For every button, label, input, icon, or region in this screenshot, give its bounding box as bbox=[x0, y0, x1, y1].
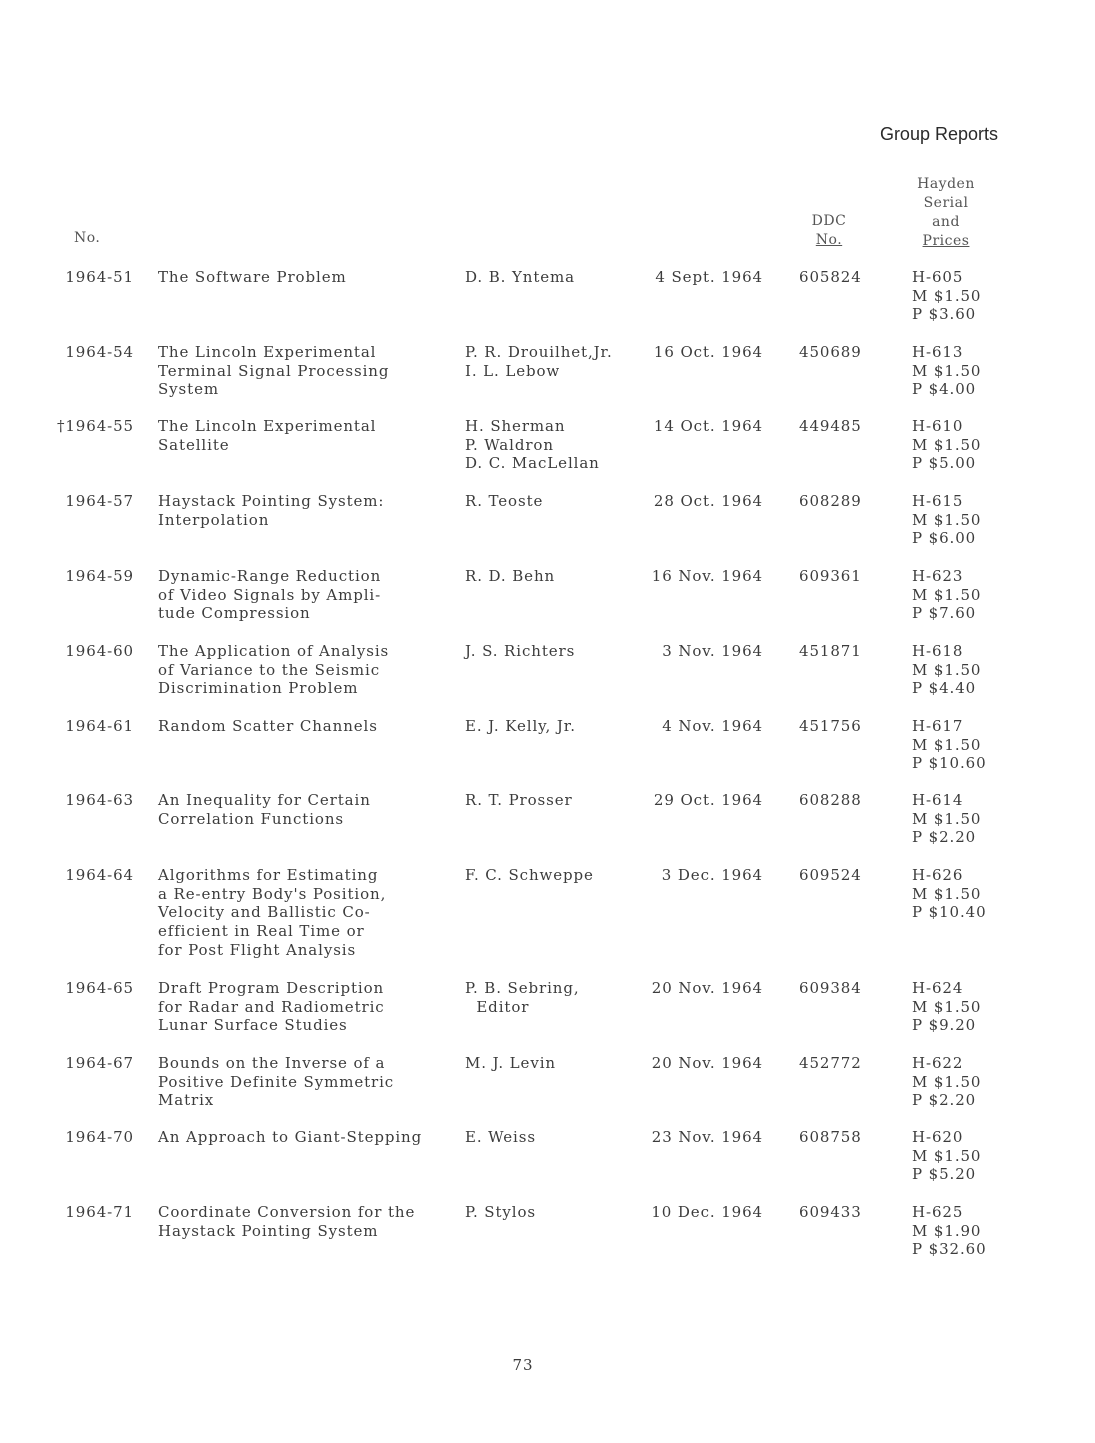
report-date: 20 Nov. 1964 bbox=[651, 1054, 763, 1072]
hayden-serial-prices bbox=[912, 1128, 1012, 1184]
hayden-serial-prices-line: M $1.50 bbox=[912, 361, 982, 380]
report-author-line: E. J. Kelly, Jr. bbox=[465, 717, 576, 735]
page-number: 73 bbox=[512, 1356, 534, 1374]
report-title bbox=[158, 979, 458, 1035]
report-date: 4 Sept. 1964 bbox=[655, 268, 763, 286]
ddc-number: 608289 bbox=[799, 492, 862, 510]
hayden-serial-prices-line: M $1.50 bbox=[912, 735, 982, 754]
report-title-line: a Re-entry Body's Position, bbox=[158, 884, 387, 903]
hayden-serial-prices-line: H-622 bbox=[912, 1054, 964, 1072]
hayden-serial-prices-line: P $10.40 bbox=[912, 903, 987, 922]
report-title bbox=[158, 866, 458, 960]
hayden-serial-prices-line: H-624 bbox=[912, 979, 964, 997]
report-author-line: E. Weiss bbox=[465, 1128, 536, 1146]
report-title bbox=[158, 268, 458, 287]
ddc-number: 609433 bbox=[799, 1203, 862, 1221]
report-number: 1964-71 bbox=[65, 1203, 134, 1221]
report-author bbox=[465, 866, 645, 885]
report-title-line: Bounds on the Inverse of a bbox=[158, 1054, 386, 1072]
hayden-serial-prices bbox=[912, 268, 1012, 324]
report-title-line: for Post Flight Analysis bbox=[158, 940, 357, 959]
report-number: 1964-61 bbox=[65, 717, 134, 735]
report-author-line: R. T. Prosser bbox=[465, 791, 573, 809]
report-author-line: R. Teoste bbox=[465, 492, 544, 510]
hayden-serial-prices-line: P $5.20 bbox=[912, 1165, 977, 1184]
ddc-number: 605824 bbox=[799, 268, 862, 286]
report-number: 1964-51 bbox=[65, 268, 134, 286]
report-number: 1964-65 bbox=[65, 979, 134, 997]
header-ddc bbox=[805, 212, 853, 250]
report-title-line: Draft Program Description bbox=[158, 979, 385, 997]
report-author bbox=[465, 1128, 645, 1147]
header-ddc-line: DDC bbox=[811, 213, 847, 229]
report-title bbox=[158, 1128, 458, 1147]
report-author-line: F. C. Schweppe bbox=[465, 866, 594, 884]
report-author-line: D. B. Yntema bbox=[465, 268, 576, 286]
report-title bbox=[158, 717, 458, 736]
ddc-number: 451756 bbox=[799, 717, 862, 735]
hayden-serial-prices-line: P $7.60 bbox=[912, 604, 977, 623]
report-author-line: P. Waldron bbox=[465, 435, 554, 454]
report-date: 28 Oct. 1964 bbox=[653, 492, 763, 510]
hayden-serial-prices-line: M $1.50 bbox=[912, 510, 982, 529]
report-author bbox=[465, 1203, 645, 1222]
section-title: Group Reports bbox=[879, 124, 998, 144]
report-date: 16 Oct. 1964 bbox=[653, 343, 763, 361]
report-title-line: for Radar and Radiometric bbox=[158, 997, 385, 1016]
report-date: 3 Nov. 1964 bbox=[662, 642, 763, 660]
report-author-line: P. R. Drouilhet,Jr. bbox=[465, 343, 613, 361]
report-date: 14 Oct. 1964 bbox=[653, 417, 763, 435]
hayden-serial-prices-line: H-613 bbox=[912, 343, 964, 361]
hayden-serial-prices-line: H-626 bbox=[912, 866, 964, 884]
report-title-line: Haystack Pointing System bbox=[158, 1221, 379, 1240]
report-title-line: efficient in Real Time or bbox=[158, 922, 365, 941]
report-title bbox=[158, 343, 458, 399]
report-title-line: Satellite bbox=[158, 435, 230, 454]
hayden-serial-prices-line: M $1.50 bbox=[912, 585, 982, 604]
hayden-serial-prices bbox=[912, 866, 1012, 922]
ddc-number: 452772 bbox=[799, 1054, 862, 1072]
hayden-serial-prices-line: P $3.60 bbox=[912, 305, 977, 324]
hayden-serial-prices-line: M $1.50 bbox=[912, 1072, 982, 1091]
report-title-line: Matrix bbox=[158, 1091, 215, 1110]
report-author bbox=[465, 791, 645, 810]
header-hayden-line: and bbox=[932, 214, 960, 230]
report-title-line: The Lincoln Experimental bbox=[158, 417, 377, 435]
report-author bbox=[465, 268, 645, 287]
hayden-serial-prices bbox=[912, 343, 1012, 399]
ddc-number: 609524 bbox=[799, 866, 862, 884]
report-date: 20 Nov. 1964 bbox=[651, 979, 763, 997]
report-author bbox=[465, 1054, 645, 1073]
report-title-line: Algorithms for Estimating bbox=[158, 866, 379, 884]
report-title bbox=[158, 791, 458, 828]
report-title-line: The Software Problem bbox=[158, 268, 347, 286]
header-hayden-line: Hayden bbox=[917, 176, 975, 192]
report-number: 1964-54 bbox=[65, 343, 134, 361]
report-title-line: Correlation Functions bbox=[158, 809, 344, 828]
hayden-serial-prices bbox=[912, 979, 1012, 1035]
hayden-serial-prices-line: H-620 bbox=[912, 1128, 964, 1146]
report-author bbox=[465, 642, 645, 661]
hayden-serial-prices bbox=[912, 492, 1012, 548]
hayden-serial-prices bbox=[912, 567, 1012, 623]
hayden-serial-prices-line: P $9.20 bbox=[912, 1016, 977, 1035]
report-title-line: Coordinate Conversion for the bbox=[158, 1203, 416, 1221]
hayden-serial-prices-line: P $2.20 bbox=[912, 1091, 977, 1110]
ddc-number: 451871 bbox=[799, 642, 862, 660]
header-hayden-line: Serial bbox=[923, 195, 969, 211]
report-title bbox=[158, 1054, 458, 1110]
hayden-serial-prices bbox=[912, 642, 1012, 698]
ddc-number: 608288 bbox=[799, 791, 862, 809]
hayden-serial-prices-line: M $1.90 bbox=[912, 1221, 982, 1240]
hayden-serial-prices-line: M $1.50 bbox=[912, 997, 982, 1016]
report-number: 1964-60 bbox=[65, 642, 134, 660]
report-title-line: of Video Signals by Ampli- bbox=[158, 585, 382, 604]
report-title bbox=[158, 567, 458, 623]
hayden-serial-prices-line: M $1.50 bbox=[912, 435, 982, 454]
report-title-line: of Variance to the Seismic bbox=[158, 660, 380, 679]
report-date: 29 Oct. 1964 bbox=[653, 791, 763, 809]
report-author-line: P. B. Sebring, bbox=[465, 979, 580, 997]
report-title-line: An Approach to Giant-Stepping bbox=[158, 1128, 423, 1146]
hayden-serial-prices bbox=[912, 791, 1012, 847]
hayden-serial-prices-line: H-615 bbox=[912, 492, 964, 510]
report-author-line: J. S. Richters bbox=[465, 642, 576, 660]
hayden-serial-prices bbox=[912, 717, 1012, 773]
hayden-serial-prices-line: P $10.60 bbox=[912, 754, 987, 773]
hayden-serial-prices-line: H-618 bbox=[912, 642, 964, 660]
header-ddc-line: No. bbox=[815, 232, 843, 248]
report-title-line: Discrimination Problem bbox=[158, 679, 359, 698]
report-author-line: P. Stylos bbox=[465, 1203, 536, 1221]
hayden-serial-prices bbox=[912, 1054, 1012, 1110]
report-author-line: Editor bbox=[465, 997, 530, 1016]
hayden-serial-prices-line: M $1.50 bbox=[912, 660, 982, 679]
hayden-serial-prices-line: M $1.50 bbox=[912, 884, 982, 903]
report-title-line: The Application of Analysis bbox=[158, 642, 390, 660]
report-date: 4 Nov. 1964 bbox=[662, 717, 763, 735]
ddc-number: 609361 bbox=[799, 567, 862, 585]
report-title-line: Lunar Surface Studies bbox=[158, 1016, 348, 1035]
hayden-serial-prices bbox=[912, 417, 1012, 473]
hayden-serial-prices-line: P $4.40 bbox=[912, 679, 977, 698]
hayden-serial-prices-line: H-614 bbox=[912, 791, 964, 809]
report-number: 1964-57 bbox=[65, 492, 134, 510]
report-date: 10 Dec. 1964 bbox=[651, 1203, 763, 1221]
report-date: 16 Nov. 1964 bbox=[651, 567, 763, 585]
hayden-serial-prices bbox=[912, 1203, 1012, 1259]
report-number: 1964-70 bbox=[65, 1128, 134, 1146]
hayden-serial-prices-line: H-610 bbox=[912, 417, 964, 435]
report-author-line: I. L. Lebow bbox=[465, 361, 561, 380]
ddc-number: 608758 bbox=[799, 1128, 862, 1146]
report-title-line: Terminal Signal Processing bbox=[158, 361, 390, 380]
report-title bbox=[158, 492, 458, 529]
report-title-line: An Inequality for Certain bbox=[158, 791, 371, 809]
report-title-line: System bbox=[158, 380, 219, 399]
ddc-number: 609384 bbox=[799, 979, 862, 997]
report-number: 1964-63 bbox=[65, 791, 134, 809]
report-date: 23 Nov. 1964 bbox=[651, 1128, 763, 1146]
hayden-serial-prices-line: P $5.00 bbox=[912, 454, 977, 473]
report-author-line: M. J. Levin bbox=[465, 1054, 556, 1072]
report-author-line: H. Sherman bbox=[465, 417, 566, 435]
report-title-line: Positive Definite Symmetric bbox=[158, 1072, 395, 1091]
report-number: 1964-59 bbox=[65, 567, 134, 585]
report-title-line: Random Scatter Channels bbox=[158, 717, 378, 735]
header-hayden-line: Prices bbox=[922, 233, 970, 249]
report-title-line: Interpolation bbox=[158, 510, 270, 529]
report-title bbox=[158, 1203, 458, 1240]
report-title bbox=[158, 417, 458, 454]
report-title bbox=[158, 642, 458, 698]
report-author-line: R. D. Behn bbox=[465, 567, 556, 585]
report-title-line: tude Compression bbox=[158, 604, 311, 623]
report-author bbox=[465, 417, 645, 473]
hayden-serial-prices-line: P $6.00 bbox=[912, 529, 977, 548]
hayden-serial-prices-line: M $1.50 bbox=[912, 286, 982, 305]
ddc-number: 449485 bbox=[799, 417, 862, 435]
header-hayden bbox=[908, 175, 984, 251]
report-author bbox=[465, 979, 645, 1016]
report-author-line: D. C. MacLellan bbox=[465, 454, 600, 473]
ddc-number: 450689 bbox=[799, 343, 862, 361]
report-title-line: The Lincoln Experimental bbox=[158, 343, 377, 361]
header-no: No. bbox=[74, 230, 101, 246]
report-author bbox=[465, 343, 645, 380]
report-number: 1964-64 bbox=[65, 866, 134, 884]
hayden-serial-prices-line: P $4.00 bbox=[912, 380, 977, 399]
report-title-line: Dynamic-Range Reduction bbox=[158, 567, 382, 585]
report-title-line: Velocity and Ballistic Co- bbox=[158, 903, 371, 922]
report-title-line: Haystack Pointing System: bbox=[158, 492, 385, 510]
hayden-serial-prices-line: H-605 bbox=[912, 268, 964, 286]
report-number: †1964-55 bbox=[56, 417, 134, 435]
report-author bbox=[465, 492, 645, 511]
hayden-serial-prices-line: M $1.50 bbox=[912, 1146, 982, 1165]
report-number: 1964-67 bbox=[65, 1054, 134, 1072]
hayden-serial-prices-line: H-623 bbox=[912, 567, 964, 585]
hayden-serial-prices-line: H-625 bbox=[912, 1203, 964, 1221]
report-author bbox=[465, 567, 645, 586]
report-date: 3 Dec. 1964 bbox=[661, 866, 763, 884]
hayden-serial-prices-line: P $32.60 bbox=[912, 1240, 987, 1259]
hayden-serial-prices-line: P $2.20 bbox=[912, 828, 977, 847]
report-author bbox=[465, 717, 645, 736]
hayden-serial-prices-line: H-617 bbox=[912, 717, 964, 735]
hayden-serial-prices-line: M $1.50 bbox=[912, 809, 982, 828]
